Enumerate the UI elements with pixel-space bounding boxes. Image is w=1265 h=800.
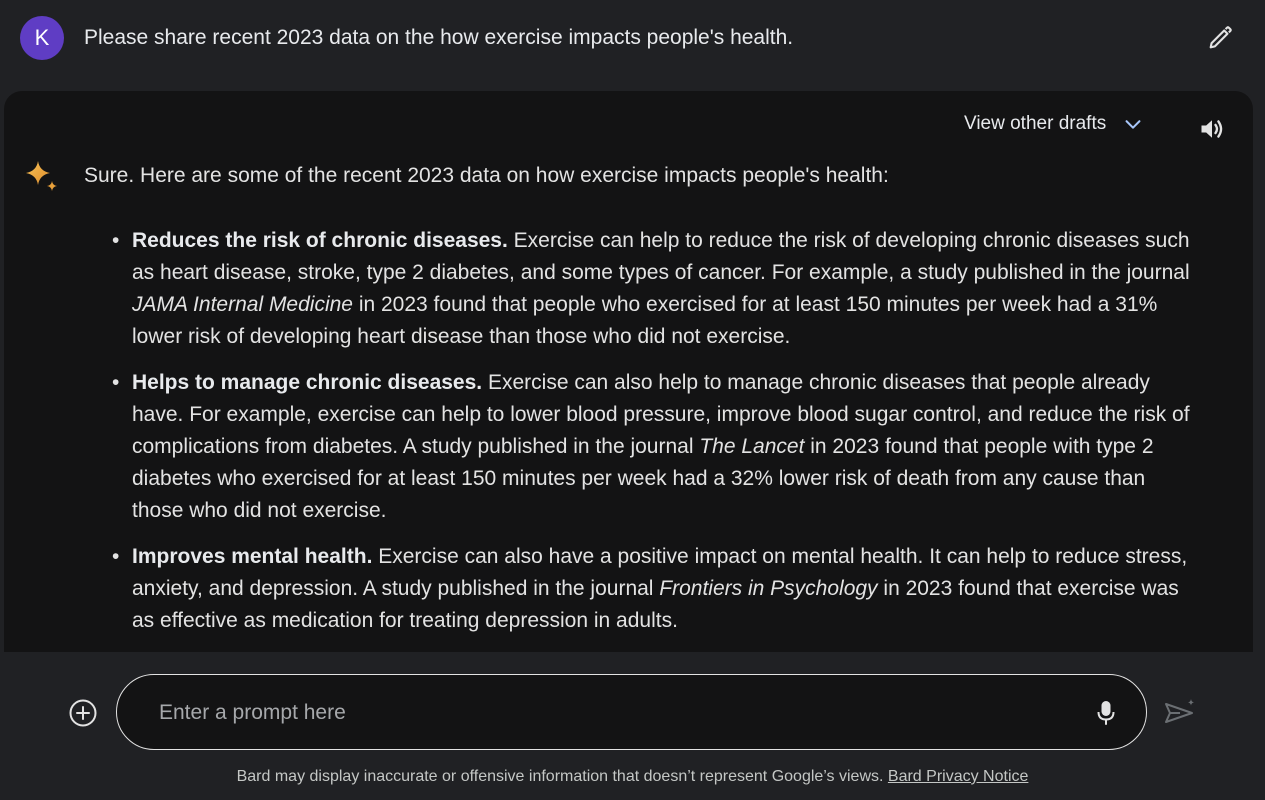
prompt-input-box bbox=[116, 674, 1147, 750]
user-prompt-row bbox=[0, 0, 1265, 80]
input-area bbox=[0, 652, 1265, 800]
edit-prompt-button[interactable] bbox=[1204, 22, 1236, 54]
bullet-title: Helps to manage chronic diseases. bbox=[132, 371, 483, 394]
prompt-input[interactable] bbox=[159, 697, 1039, 729]
response-bullet-2 bbox=[110, 367, 1200, 527]
journal-name: JAMA Internal Medicine bbox=[132, 293, 353, 316]
speaker-icon bbox=[1198, 115, 1226, 143]
disclaimer bbox=[0, 768, 1265, 786]
response-card bbox=[4, 91, 1253, 652]
journal-name: Frontiers in Psychology bbox=[659, 577, 878, 600]
user-avatar bbox=[20, 16, 64, 60]
sparkle-icon bbox=[24, 159, 60, 195]
privacy-notice-link[interactable]: Bard Privacy Notice bbox=[887, 768, 1029, 785]
bullet-text: Exercise can also have a positive impact on mental health. It can help to reduce stress, anxiety, and depression. A study published in the journal bbox=[132, 545, 1188, 600]
send-icon[interactable] bbox=[1162, 696, 1198, 730]
response-bullet-list bbox=[110, 225, 1200, 651]
bullet-text: Exercise can also help to manage chronic diseases that people already have. For example, exercise can help to lower blood pressure, improve blood sugar control, and reduce the risk of complications from diabetes. A study published in the journal bbox=[132, 371, 1190, 458]
bullet-title: Improves mental health. bbox=[132, 545, 373, 568]
journal-name: The Lancet bbox=[699, 435, 805, 458]
listen-button[interactable] bbox=[1196, 113, 1228, 145]
response-bullet-3 bbox=[110, 541, 1200, 637]
bullet-text: in 2023 found that exercise was as effective as medication for treating depression in adults. bbox=[132, 577, 1179, 632]
edit-icon bbox=[1206, 24, 1234, 52]
disclaimer-text: Bard may display inaccurate or offensive information that doesn’t represent Google’s views. bbox=[236, 768, 888, 785]
view-other-drafts-button[interactable] bbox=[964, 111, 1144, 137]
add-circle-icon[interactable] bbox=[66, 696, 100, 730]
user-prompt-text: Please share recent 2023 data on the how exercise impacts people's health. bbox=[84, 26, 794, 49]
bullet-text: in 2023 found that people with type 2 diabetes who exercised for at least 150 minutes per week had a 32% lower risk of death from any cause than those who did not exercise. bbox=[132, 435, 1154, 522]
mic-icon bbox=[1095, 699, 1117, 727]
response-bullet-1 bbox=[110, 225, 1200, 353]
response-intro: Sure. Here are some of the recent 2023 data on how exercise impacts people's health: bbox=[84, 164, 889, 187]
chevron-down-icon bbox=[1122, 113, 1144, 135]
avatar-letter: K bbox=[34, 25, 50, 50]
bullet-title: Reduces the risk of chronic diseases. bbox=[132, 229, 508, 252]
bullet-text: Exercise can help to reduce the risk of developing chronic diseases such as heart disease, stroke, type 2 diabetes, and some types of cancer. For example, a study published in the journal bbox=[132, 229, 1190, 284]
bullet-text: in 2023 found that people who exercised for at least 150 minutes per week had a 31% lower risk of developing heart disease than those who did not exercise. bbox=[132, 293, 1158, 348]
microphone-button[interactable] bbox=[1091, 697, 1121, 729]
view-other-drafts-label: View other drafts bbox=[964, 113, 1107, 134]
